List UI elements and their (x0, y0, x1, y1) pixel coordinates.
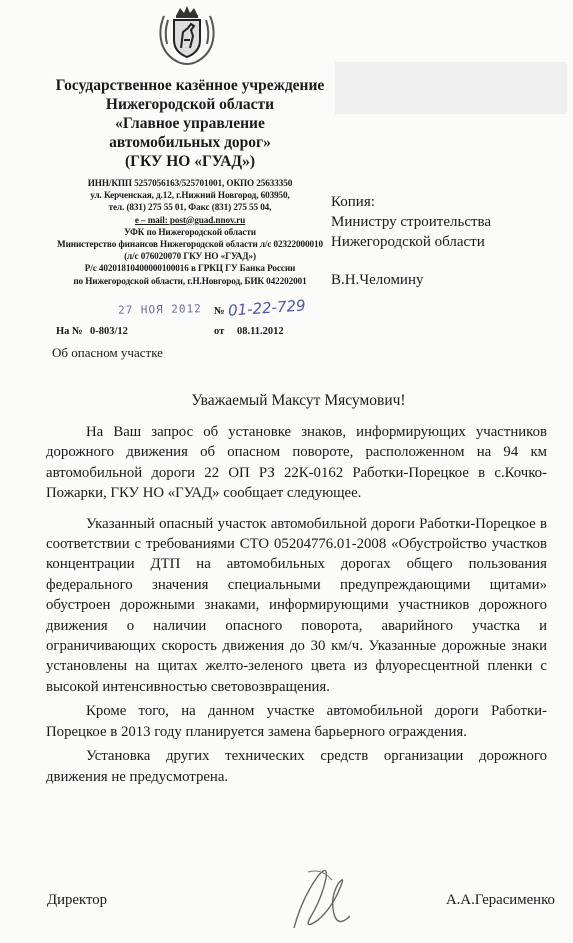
reference-label: На № (56, 326, 83, 337)
copy-recipient-name: В.Н.Челомину (331, 272, 424, 288)
copy-recipient-line-2: Нижегородской области (331, 234, 485, 250)
paragraph: На Ваш запрос об установке знаков, информирующих участников дорожного движения об опасном повороте, расположенном на 94 км автомобильной дороги 22 ОП РЗ 22К-0162 Работки-Порецкое в с.Кочко-Пожарки, ГКУ НО «ГУАД» сообщает следующее. (46, 424, 547, 502)
handwritten-registration-number: 01-22-729 (227, 296, 307, 320)
outgoing-number-label: № (214, 306, 225, 317)
paragraph: Указанный опасный участок автомобильной дороги Работки-Порецкое в соответствии с требованиями СТО 05204776.01-2008 «Обустройство участков концентрации ДТП на автомобильных дорогах общего пользования федерального значения специальными предупреждающими щитами» обустроен дорожными знаками, информирующими участников дорожного движения о наличии опасного поворота, аварийного участка и ограничивающих скорость движения до 30 км/ч. Указанные дорожные знаки установлены на щитах желто-зеленого цвета из флуоресцентной пленки с высокой интенсивностью световозвращения. (46, 515, 547, 695)
redacted-recipient-area (335, 62, 567, 114)
email-link[interactable]: е – mail: post@guad.nnov.ru (134, 214, 246, 225)
signatory-title: Директор (47, 892, 108, 908)
letter-body (46, 422, 547, 787)
registration-stamp: 27 НОЯ 2012 (117, 302, 202, 317)
copy-recipient-line-1: Министру строительства (331, 214, 492, 230)
paragraph: Кроме того, на данном участке автомобильной дороги Работки-Порецкое в 2013 году планируется замена барьерного ограждения. (46, 703, 547, 740)
coat-of-arms-icon (154, 2, 220, 68)
handwritten-signature-icon (288, 858, 358, 938)
copy-label: Копия: (331, 194, 375, 210)
reference-date: 08.11.2012 (237, 326, 284, 337)
organization-header (40, 76, 340, 287)
reference-number: 0-803/12 (90, 326, 128, 337)
paragraph: Установка других технических средств организации дорожного движения не предусмотрена. (46, 748, 547, 785)
letter-subject: Об опасном участке (52, 345, 163, 360)
copy-recipient (331, 192, 491, 290)
organization-name: Государственное казённое учреждение Нижегородской области «Главное управление автомобильных дорог» (ГКУ НО «ГУАД») (55, 77, 325, 170)
signatory-name: А.А.Герасименко (446, 892, 555, 908)
greeting: Уважаемый Максут Мясумович! (191, 392, 406, 409)
date-label: от (214, 326, 225, 337)
organization-details: ИНН/КПП 5257056163/525701001, ОКПО 25633350 ул. Керченская, д.12, г.Нижний Новгород, 603950, тел. (831) 275 55 01, Факс (831) 275 55 04, е – mail: post@guad.nnov.ru УФК по Нижегородской области Министерство финансов Нижегородской области л/с 02322000010 (л/с 076020070 ГКУ НО «ГУАД») Р/с 40201810400000100016 в ГРКЦ ГУ Банка России по Нижегородской области, г.Н.Новгород, БИК 042202001 (40, 177, 340, 287)
